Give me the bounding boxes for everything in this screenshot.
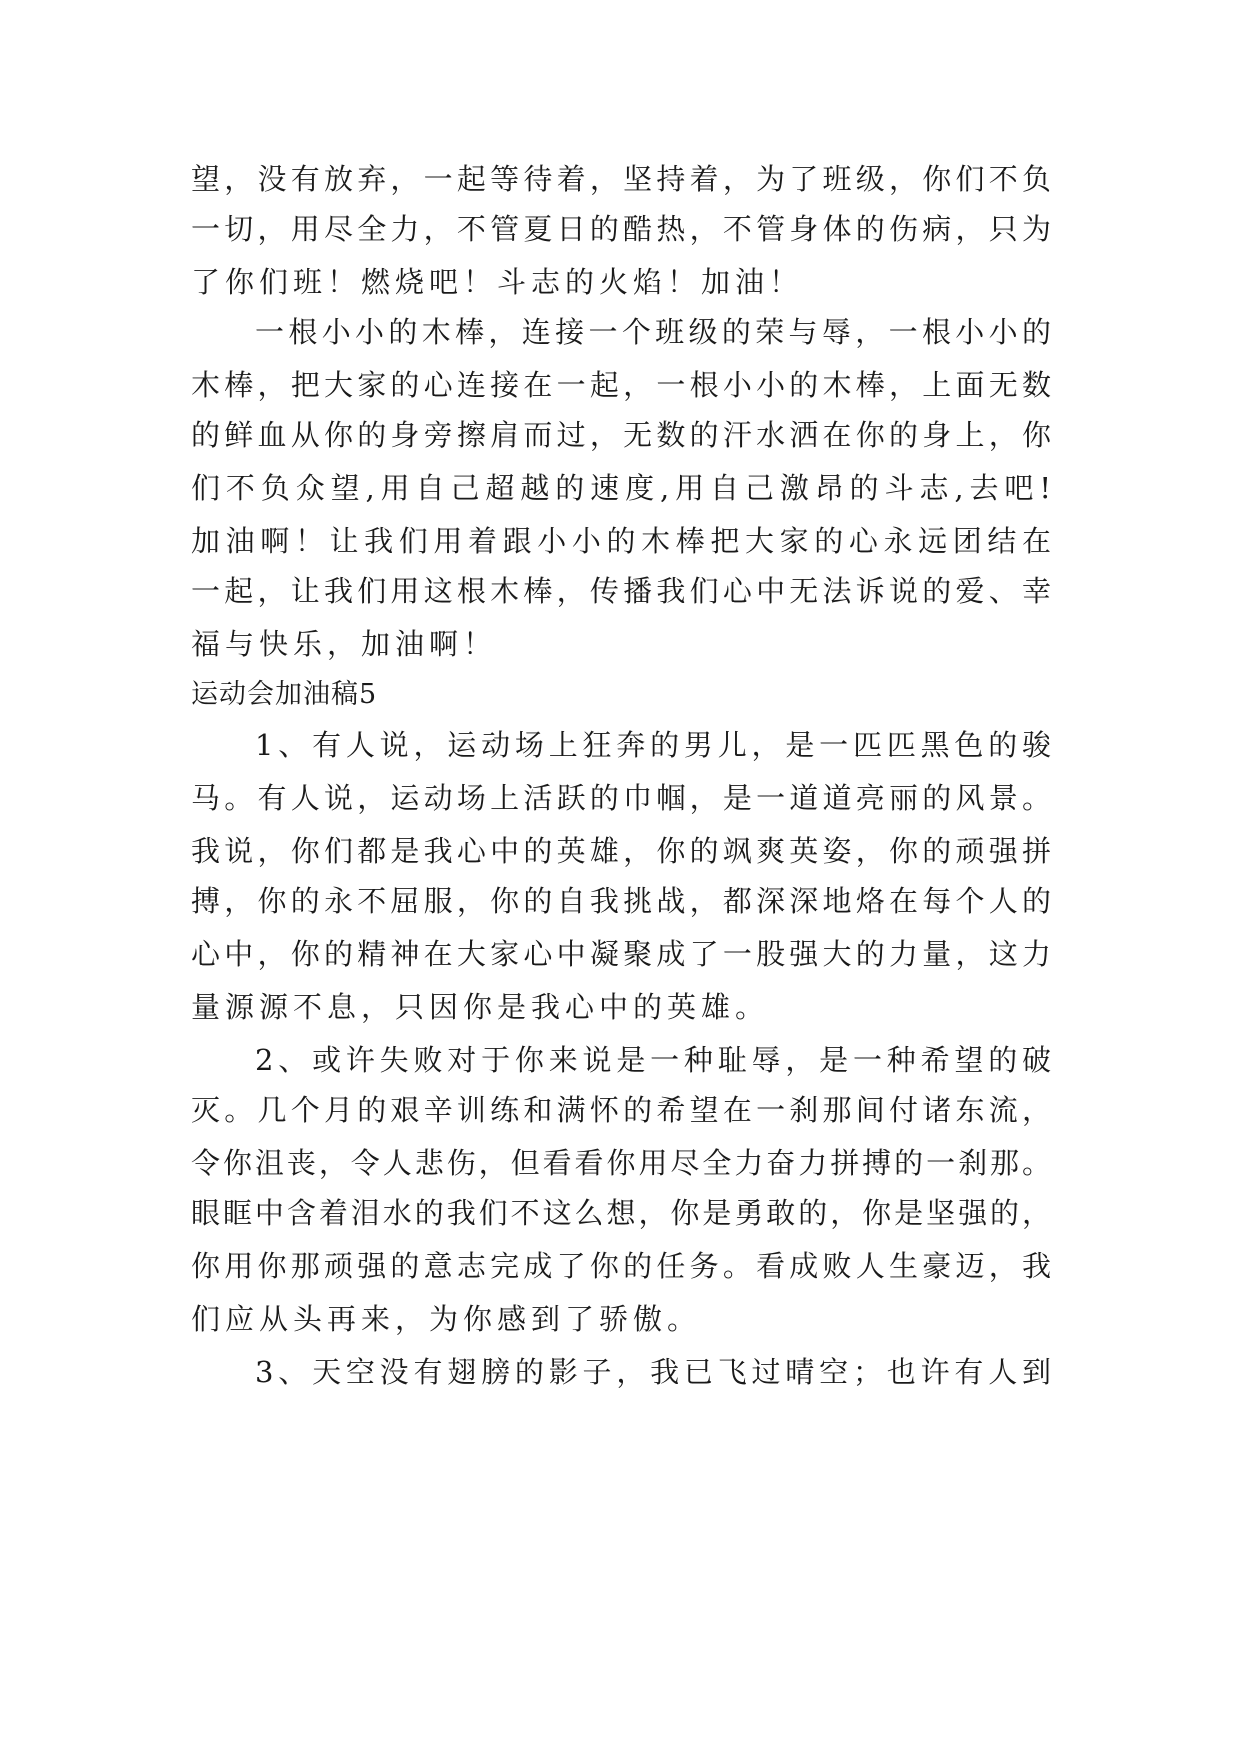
text-line: 了你们班！燃烧吧！斗志的火焰！加油！	[191, 265, 804, 299]
text-line: 量源源不息，只因你是我心中的英雄。	[191, 990, 770, 1024]
text-line: 眼眶中含着泪水的我们不这么想，你是勇敢的，你是坚强的，	[191, 1196, 1051, 1230]
text-line: 心中，你的精神在大家心中凝聚成了一股强大的力量，这力	[191, 937, 1051, 971]
paragraph-first-line: 1、有人说，运动场上狂奔的男儿，是一匹匹黑色的骏	[255, 728, 1051, 762]
text-line: 们应从头再来，为你感到了骄傲。	[191, 1302, 702, 1336]
text-line: 的鲜血从你的身旁擦肩而过，无数的汗水洒在你的身上，你	[191, 418, 1051, 452]
text-line: 一切，用尽全力，不管夏日的酷热，不管身体的伤病，只为	[191, 212, 1051, 246]
text-line: 令你沮丧，令人悲伤，但看看你用尽全力奋力拼搏的一刹那。	[191, 1146, 1051, 1180]
text-line: 望，没有放弃，一起等待着，坚持着，为了班级，你们不负	[191, 162, 1051, 196]
section-heading: 运动会加油稿5	[191, 679, 378, 710]
paragraph-first-line: 2、或许失败对于你来说是一种耻辱，是一种希望的破	[255, 1043, 1051, 1077]
text-line: 马。有人说，运动场上活跃的巾帼，是一道道亮丽的风景。	[191, 781, 1051, 815]
text-line: 搏，你的永不屈服，你的自我挑战，都深深地烙在每个人的	[191, 884, 1051, 918]
text-line: 我说，你们都是我心中的英雄，你的飒爽英姿，你的顽强拼	[191, 834, 1051, 868]
text-line: 们不负众望,用自己超越的速度,用自己激昂的斗志,去吧!	[191, 471, 1051, 505]
paragraph-first-line: 3、天空没有翅膀的影子，我已飞过晴空；也许有人到	[255, 1355, 1051, 1389]
text-line: 灭。几个月的艰辛训练和满怀的希望在一刹那间付诸东流，	[191, 1093, 1051, 1127]
text-line: 你用你那顽强的意志完成了你的任务。看成败人生豪迈，我	[191, 1249, 1051, 1283]
text-line: 一起，让我们用这根木棒，传播我们心中无法诉说的爱、幸	[191, 574, 1051, 608]
text-line: 福与快乐，加油啊！	[191, 627, 498, 661]
text-line: 木棒，把大家的心连接在一起，一根小小的木棒，上面无数	[191, 368, 1051, 402]
paragraph-first-line: 一根小小的木棒，连接一个班级的荣与辱，一根小小的	[255, 315, 1051, 349]
text-line: 加油啊！让我们用着跟小小的木棒把大家的心永远团结在	[191, 524, 1051, 558]
